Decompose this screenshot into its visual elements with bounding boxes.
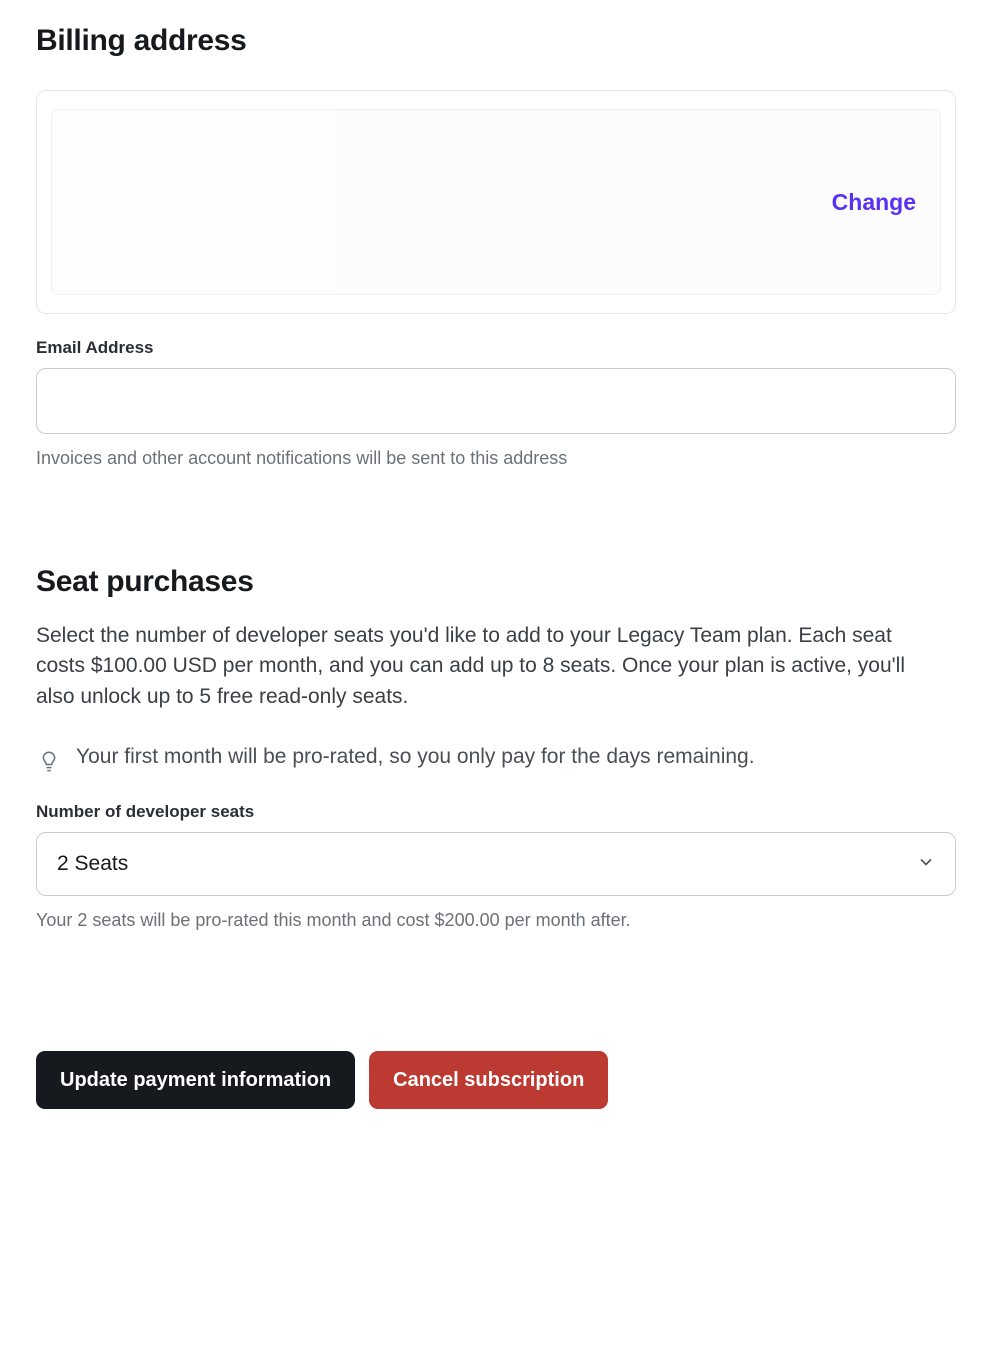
pro-rate-tip-text: Your first month will be pro-rated, so you only pay for the days remaining. [76, 745, 755, 769]
seat-purchases-description: Select the number of developer seats you'd like to add to your Legacy Team plan. Each seat costs $100.00 USD per month, and you can add up to 8 seats. Once your plan is active, you'll also unlock up to 5 free read-only seats. [36, 624, 906, 708]
seat-purchases-title: Seat purchases [36, 565, 254, 598]
billing-address-card [36, 90, 956, 314]
action-button-row [36, 1051, 956, 1145]
seat-select-label: Number of developer seats [36, 802, 255, 822]
seat-count-selected-value: 2 Seats [57, 852, 129, 876]
seat-purchases-section [36, 565, 956, 931]
update-payment-information-button[interactable]: Update payment information [36, 1051, 355, 1109]
seat-summary-text: Your 2 seats will be pro-rated this month and cost $200.00 per month after. [36, 910, 631, 931]
page-title: Billing address [36, 24, 247, 57]
email-help-text: Invoices and other account notifications will be sent to this address [36, 448, 568, 468]
lightbulb-icon [36, 748, 62, 778]
email-address-label: Email Address [36, 338, 154, 357]
seat-select-wrapper [36, 832, 956, 896]
seat-count-select[interactable] [36, 832, 956, 896]
billing-address-preview [51, 109, 941, 295]
email-address-input[interactable] [36, 368, 956, 434]
pro-rate-tip [36, 742, 926, 778]
cancel-subscription-button[interactable]: Cancel subscription [369, 1051, 608, 1109]
change-address-link[interactable]: Change [831, 188, 916, 215]
